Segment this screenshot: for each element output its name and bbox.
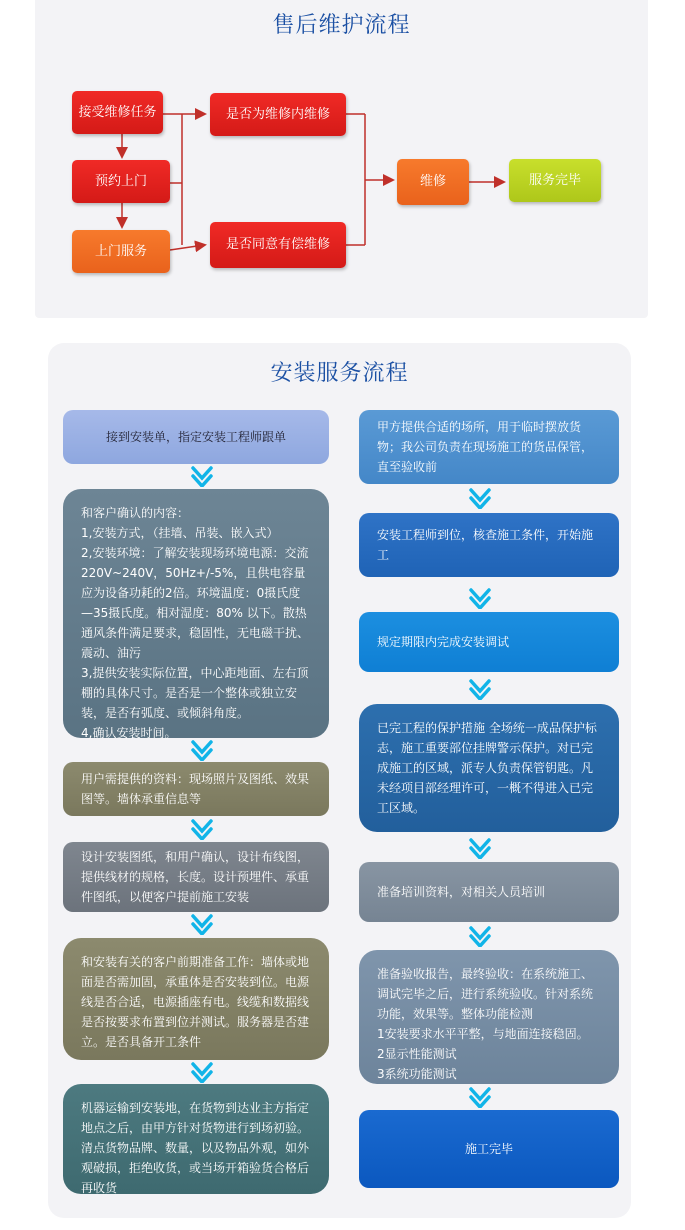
left-step-4: 设计安装图纸，和用户确认，设计布线图，提供线材的规格，长度。设计预埋件、承重件图纸，以便客户提前施工安装 (63, 842, 329, 912)
node-onsite-service: 上门服务 (72, 230, 170, 273)
left-step-3: 用户需提供的资料：现场照片及图纸、效果图等。墙体承重信息等 (63, 762, 329, 816)
right-step-6: 准备验收报告，最终验收：在系统施工、调试完毕之后，进行系统验收。针对系统功能，效果等。整体功能检测 1安装要求水平平整，与地面连接稳固。 2显示性能测试 3系统功能测试 (359, 950, 619, 1084)
left-step-1: 接到安装单，指定安装工程师跟单 (63, 410, 329, 464)
left-step-2: 和客户确认的内容： 1,安装方式，（挂墙、吊装、嵌入式） 2,安装环境：了解安装现场环境电源：交流220V~240V，50Hz+/-5%，且供电容量应为设备功耗的2倍。环境温度：0摄氏度—35摄氏度。相对湿度：80% 以下。散热通风条件满足要求，稳固性，无电磁干扰、震动、油污 3,提供安装实际位置，中心距地面、左右顶棚的具体尺寸。是否是一个整体或独立安装，是否有弧度、或倾斜角度。 4,确认安装时间。 (63, 489, 329, 738)
down-arrow-icon (468, 487, 492, 509)
node-accept-task: 接受维修任务 (72, 91, 163, 134)
right-step-1: 甲方提供合适的场所，用于临时摆放货物；我公司负责在现场施工的货品保管，直至验收前 (359, 410, 619, 484)
node-paid-repair-check: 是否同意有偿维修 (210, 222, 346, 268)
right-step-2: 安装工程师到位，核查施工条件，开始施工 (359, 513, 619, 577)
install-title: 安装服务流程 (270, 361, 409, 386)
right-step-3: 规定期限内完成安装调试 (359, 612, 619, 672)
down-arrow-icon (190, 739, 214, 761)
down-arrow-icon (468, 837, 492, 859)
down-arrow-icon (468, 925, 492, 947)
node-repair: 维修 (397, 159, 469, 205)
down-arrow-icon (190, 913, 214, 935)
right-step-5: 准备培训资料，对相关人员培训 (359, 862, 619, 922)
node-service-complete: 服务完毕 (509, 159, 601, 202)
left-step-6: 机器运输到安装地，在货物到达业主方指定地点之后，由甲方针对货物进行到场初验。清点货物品牌、数量，以及物品外观，如外观破损，拒绝收货，或当场开箱验货合格后再收货 (63, 1084, 329, 1194)
right-step-4: 已完工程的保护措施 全场统一成品保护标志，施工重要部位挂牌警示保护。对已完成施工的区域，派专人负责保管钥匙。凡未经项目部经理许可，一概不得进入已完工区域。 (359, 704, 619, 832)
node-in-warranty-check: 是否为维修内维修 (210, 93, 346, 136)
down-arrow-icon (468, 587, 492, 609)
after-sales-title: 售后维护流程 (272, 13, 411, 38)
down-arrow-icon (468, 678, 492, 700)
right-step-7: 施工完毕 (359, 1110, 619, 1188)
down-arrow-icon (468, 1086, 492, 1108)
left-step-5: 和安装有关的客户前期准备工作：墙体或地面是否需加固，承重体是否安装到位。电源线是否合适，电源插座有电。线缆和数据线是否按要求布置到位并测试。服务器是否建立。是否具备开工条件 (63, 938, 329, 1060)
down-arrow-icon (190, 818, 214, 840)
node-appointment: 预约上门 (72, 160, 170, 203)
down-arrow-icon (190, 1061, 214, 1083)
down-arrow-icon (190, 465, 214, 487)
